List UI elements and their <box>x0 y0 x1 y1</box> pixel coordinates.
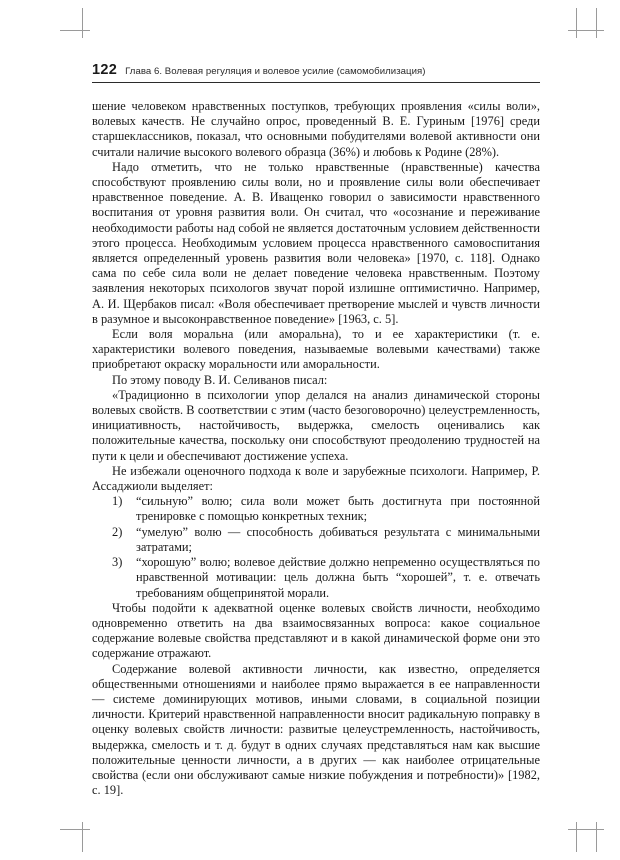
crop-mark-top-left-vertical <box>82 8 83 38</box>
crop-mark-bottom-right-vertical-2 <box>596 822 597 852</box>
crop-mark-bottom-right-horizontal <box>568 829 604 830</box>
paragraph-6: Не избежали оценочного подхода к воле и зарубежные психологи. Например, Р. Ассаджиоли выделяет: <box>92 463 540 494</box>
list-item <box>92 494 540 524</box>
list-item-marker: 3) <box>112 555 123 570</box>
paragraph-1: шение человеком нравственных поступков, требующих проявления «силы воли», волевых качеств. Не случайно опрос, проведенный В. Е. Гуриным [1976] среди старшеклассников, показал, что основными побудителями волевой активности они считали наличие высокого волевого образца (36%) и любовь к Родине (28%). <box>92 99 540 159</box>
crop-mark-bottom-left-vertical <box>82 822 83 852</box>
list-item <box>92 555 540 601</box>
list-item-marker: 1) <box>112 494 123 509</box>
page-number: 122 <box>92 62 118 78</box>
page-content <box>92 62 540 798</box>
list-item-marker: 2) <box>112 524 123 539</box>
paragraph-2: Надо отметить, что не только нравственные (нравственные) качества способствуют проявлению силы воли, но и проявление силы воли обеспечивает нравственное поведение. А. В. Иващенко говорил о зависимости нравственного воспитания от уровня развития воли. Он считал, что «осознание и переживание необходимости работы над собой не является достаточным условием действенности этого процесса. Необходимым условием процесса нравственного самовоспитания является определенный уровень развития воли человека» [1970, с. 118]. Однако сама по себе сила воли не делает поведение человека нравственным. Поэтому заявления некоторых психологов звучат порой излишне оптимистично. Например, А. И. Щербаков писал: «Воля обеспечивает претворение мыслей и чувств личности в разумное и высоконравственное поведение» [1963, с. 5]. <box>92 159 540 326</box>
body-text <box>92 99 540 798</box>
paragraph-4: По этому поводу В. И. Селиванов писал: <box>112 372 328 387</box>
paragraph-7: Чтобы подойти к адекватной оценке волевых свойств личности, необходимо одновременно ответить на два взаимосвязанных вопроса: какое социальное содержание волевые свойства представляют и в какой динамической форме они это содержание отражают. <box>92 600 540 661</box>
list-item-text: “сильную” волю; сила воли может быть достигнута при постоянной тренировке с помощью конкретных техник; <box>136 494 540 524</box>
paragraph-8: Содержание волевой активности личности, как известно, определяется общественными отношениями и наиболее прямо выражается в ее направленности — системе доминирующих мотивов, иными словами, в социальной позиции личности. Критерий нравственной направленности вносит радикальную поправку в оценку волевых свойств личности: развитые целеустремленность, настойчивость, выдержка, смелость и т. д. будут в одних случаях представляться нам как высшие положительные ценности личности, а в других — как наиболее отрицательные свойства (если они обслуживают самые низкие побуждения и потребности)» [1982, с. 19]. <box>92 661 540 798</box>
crop-mark-bottom-right-vertical <box>576 822 577 852</box>
chapter-title: Глава 6. Волевая регуляция и волевое усилие (самомобилизация) <box>125 66 426 77</box>
crop-mark-top-right-vertical <box>576 8 577 38</box>
paragraph-3: Если воля моральна (или аморальна), то и ее характеристики (т. е. характеристики волевого поведения, называемые волевыми качествами) также приобретают окраску моральности или аморальности. <box>92 327 540 372</box>
crop-mark-top-right-horizontal <box>568 30 604 31</box>
crop-mark-top-right-vertical-2 <box>596 8 597 38</box>
running-head <box>92 62 540 83</box>
list-item <box>92 525 540 555</box>
crop-mark-top-left-horizontal <box>60 30 90 31</box>
numbered-list <box>92 494 540 600</box>
paragraph-5-quote: «Традиционно в психологии упор делался на анализ динамической стороны волевых свойств. В соответствии с этим (часто безоговорочно) целеустремленность, инициативность, настойчивость, выдержка, смелость оценивались как положительные качества, поскольку они способствуют преодолению трудностей на пути к цели и обеспечивают достижение успеха. <box>92 387 540 463</box>
crop-mark-bottom-left-horizontal <box>60 829 90 830</box>
list-item-text: “умелую” волю — способность добиваться результата с минимальными затратами; <box>136 524 540 554</box>
list-item-text: “хорошую” волю; волевое действие должно непременно осуществляться по нравственной мотивации: цель должна быть “хорошей”, т. е. отвечать требованиям общепринятой морали. <box>136 555 540 600</box>
